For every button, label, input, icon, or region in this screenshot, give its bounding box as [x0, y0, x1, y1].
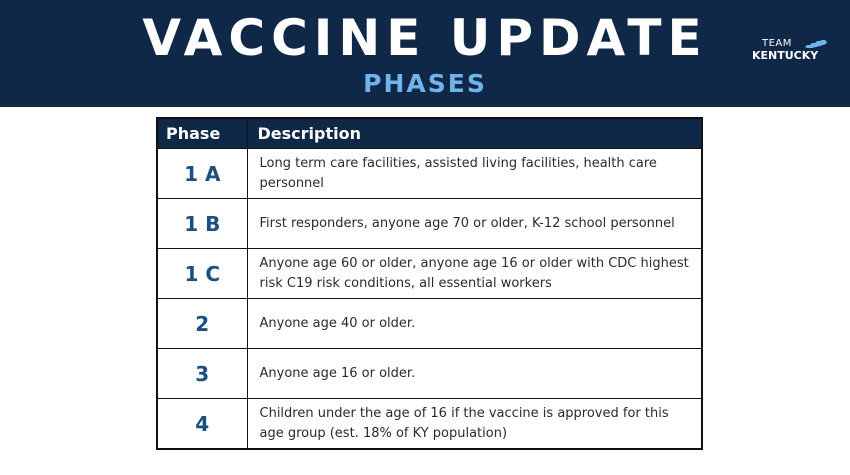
table-header-row: [157, 118, 702, 149]
table-row: [157, 349, 702, 399]
kentucky-state-icon: [804, 39, 828, 49]
phase-cell: 1 C: [157, 249, 247, 299]
phase-cell: 1 B: [157, 199, 247, 249]
vaccine-phases-table: [156, 117, 703, 450]
phase-cell: 4: [157, 399, 247, 450]
phase-cell: 1 A: [157, 149, 247, 199]
phase-cell: 2: [157, 299, 247, 349]
description-cell: Anyone age 16 or older.: [247, 349, 702, 399]
description-cell: Children under the age of 16 if the vaccine is approved for this age group (est. 18% of KY population): [247, 399, 702, 450]
logo-team-text: TEAM: [762, 38, 792, 49]
header-banner: [0, 0, 850, 107]
table-row: [157, 399, 702, 450]
page-subtitle: PHASES: [363, 69, 487, 98]
header-phase: Phase: [157, 118, 247, 149]
table-row: [157, 199, 702, 249]
description-cell: Anyone age 60 or older, anyone age 16 or older with CDC highest risk C19 risk conditions, all essential workers: [247, 249, 702, 299]
table-row: [157, 299, 702, 349]
table-row: [157, 149, 702, 199]
team-kentucky-logo: [752, 38, 836, 66]
page-title: VACCINE UPDATE: [142, 9, 708, 67]
header-description: Description: [247, 118, 702, 149]
description-cell: First responders, anyone age 70 or older, K-12 school personnel: [247, 199, 702, 249]
description-cell: Long term care facilities, assisted living facilities, health care personnel: [247, 149, 702, 199]
description-cell: Anyone age 40 or older.: [247, 299, 702, 349]
table-row: [157, 249, 702, 299]
logo-state-text: KENTUCKY: [752, 49, 819, 62]
phase-cell: 3: [157, 349, 247, 399]
